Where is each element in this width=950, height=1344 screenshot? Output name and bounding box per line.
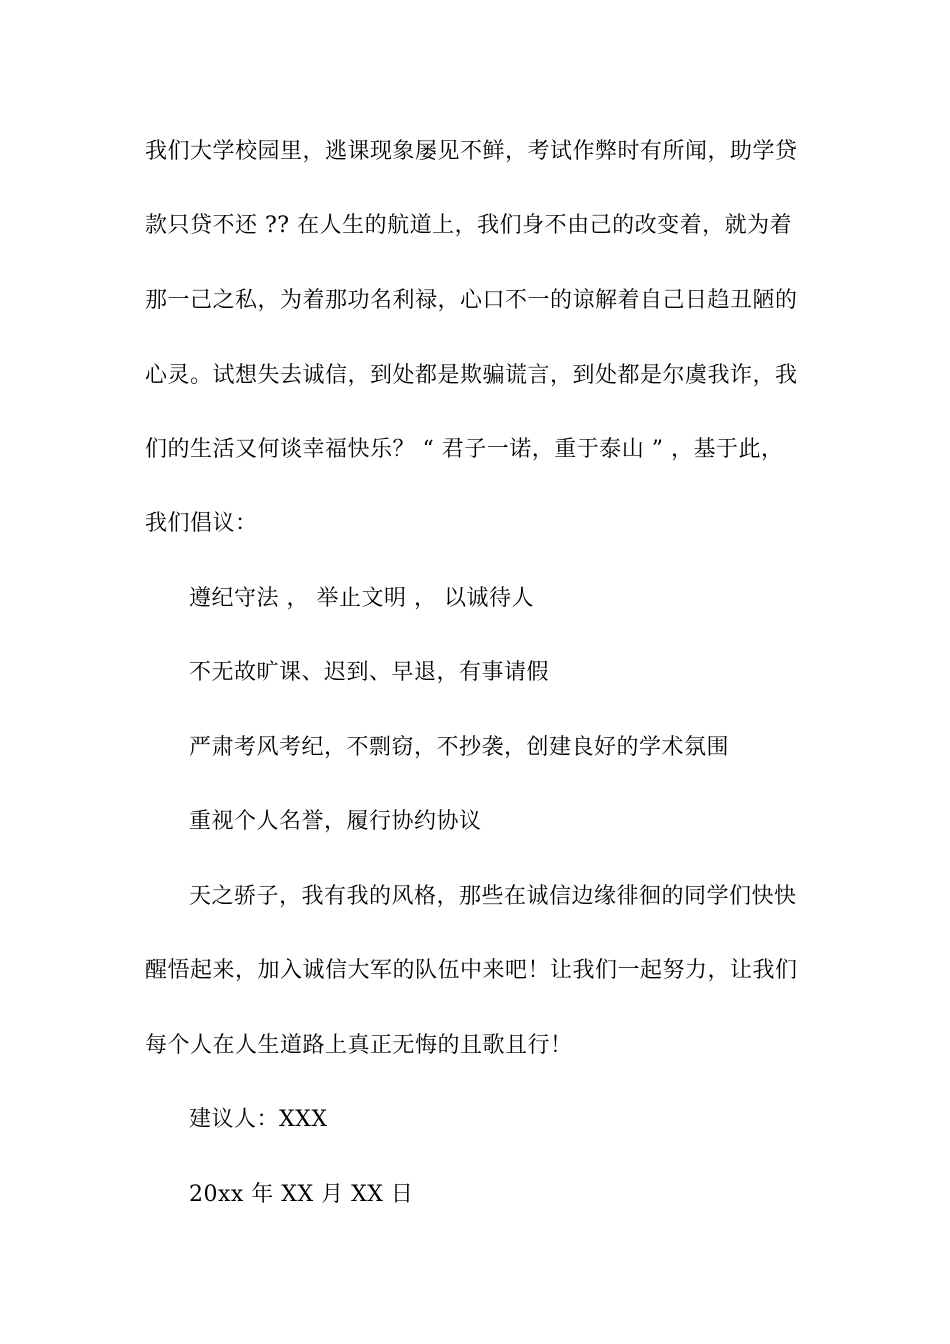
- body-line-2: 款只贷不还 ?? 在人生的航道上，我们身不由己的改变着，就为着: [145, 213, 793, 238]
- proposal-item-2: 不无故旷课、迟到、早退，有事请假: [189, 660, 550, 685]
- closing-line-3: 每个人在人生道路上真正无悔的且歌且行！: [145, 1033, 573, 1058]
- body-line-5: 们的生活又何谈幸福快乐？ “ 君子一诺，重于泰山 ” ，基于此，: [145, 437, 784, 462]
- body-line-4: 心灵。试想失去诚信，到处都是欺骗谎言，到处都是尔虞我诈，我: [145, 363, 798, 388]
- body-line-1: 我们大学校园里，逃课现象屡见不鲜，考试作弊时有所闻，助学贷: [145, 139, 798, 164]
- closing-line-1: 天之骄子，我有我的风格，那些在诚信边缘徘徊的同学们快快: [189, 884, 797, 909]
- proposal-item-3: 严肃考风考纪，不剽窃，不抄袭，创建良好的学术氛围: [189, 735, 730, 760]
- body-line-3: 那一己之私，为着那功名利禄，心口不一的谅解着自己日趋丑陋的: [145, 288, 798, 313]
- date: 20xx 年 XX 月 XX 日: [189, 1182, 414, 1207]
- body-line-6: 我们倡议：: [145, 511, 258, 536]
- signature: 建议人：XXX: [189, 1107, 328, 1132]
- proposal-item-1: 遵纪守法 ， 举止文明 ， 以诚待人: [189, 586, 534, 611]
- closing-line-2: 醒悟起来，加入诚信大军的队伍中来吧！让我们一起努力，让我们: [145, 958, 798, 983]
- proposal-item-4: 重视个人名誉，履行协约协议: [189, 809, 482, 834]
